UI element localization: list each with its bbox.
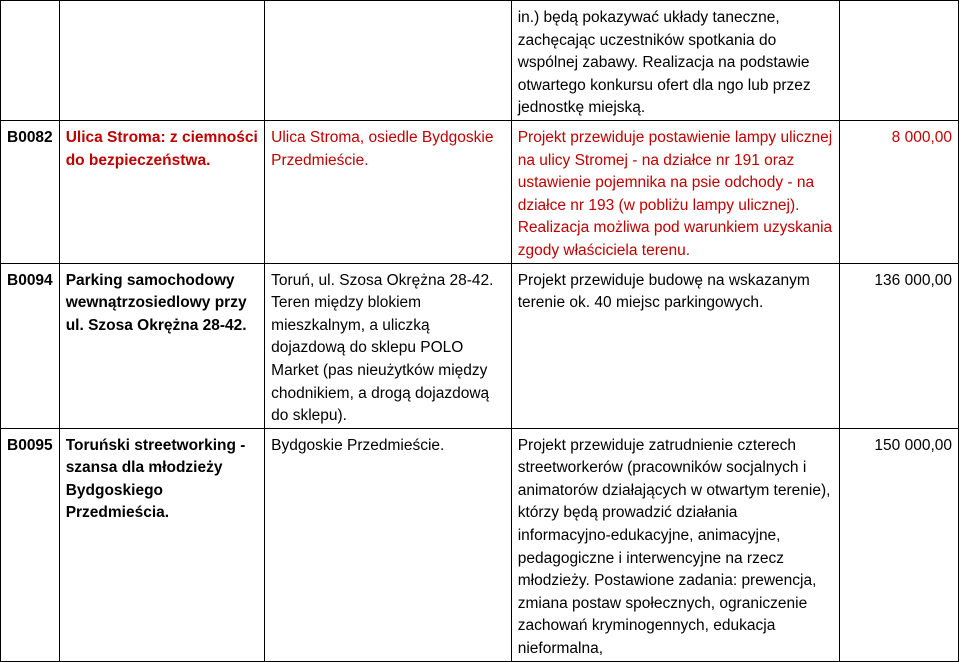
project-amount (839, 1, 958, 121)
project-location (265, 1, 512, 121)
project-location: Ulica Stroma, osiedle Bydgoskie Przedmieście. (265, 120, 512, 263)
project-description: Projekt przewiduje postawienie lampy ulicznej na ulicy Stromej - na działce nr 191 oraz ustawienie pojemnika na psie odchody - na działce nr 193 (w pobliżu lampy ulicznej). Realizacja możliwa pod warunkiem uzyskania zgody właściciela terenu. (511, 120, 839, 263)
table-row (1, 428, 959, 661)
project-code: B0095 (1, 428, 60, 661)
table-row (1, 263, 959, 428)
project-code: B0094 (1, 263, 60, 428)
project-location: Bydgoskie Przedmieście. (265, 428, 512, 661)
project-title: Parking samochodowy wewnątrzosiedlowy przy ul. Szosa Okrężna 28-42. (59, 263, 264, 428)
project-description: Projekt przewiduje zatrudnienie czterech streetworkerów (pracowników socjalnych i animatorów działających w otwartym terenie), którzy będą prowadzić działania informacyjno-edukacyjne, animacyjne, pedagogiczne i interwencyjne na rzecz młodzieży. Postawione zadania: prewencja, zmiana postaw społecznych, ograniczenie zachowań kryminogennych, edukacja nieformalna, (511, 428, 839, 661)
project-description: Projekt przewiduje budowę na wskazanym terenie ok. 40 miejsc parkingowych. (511, 263, 839, 428)
project-title: Ulica Stroma: z ciemności do bezpieczeństwa. (59, 120, 264, 263)
project-amount: 8 000,00 (839, 120, 958, 263)
project-location: Toruń, ul. Szosa Okrężna 28-42. Teren między blokiem mieszkalnym, a uliczką dojazdową do sklepu POLO Market (pas nieużytków między chodnikiem, a drogą dojazdową do sklepu). (265, 263, 512, 428)
project-code (1, 1, 60, 121)
project-amount: 136 000,00 (839, 263, 958, 428)
project-title: Toruński streetworking - szansa dla młodzieży Bydgoskiego Przedmieścia. (59, 428, 264, 661)
table-row (1, 120, 959, 263)
table-row (1, 1, 959, 121)
project-amount: 150 000,00 (839, 428, 958, 661)
project-title (59, 1, 264, 121)
project-description: in.) będą pokazywać układy taneczne, zachęcając uczestników spotkania do wspólnej zabawy. Realizacja na podstawie otwartego konkursu ofert dla ngo lub przez jednostkę miejską. (511, 1, 839, 121)
project-code: B0082 (1, 120, 60, 263)
